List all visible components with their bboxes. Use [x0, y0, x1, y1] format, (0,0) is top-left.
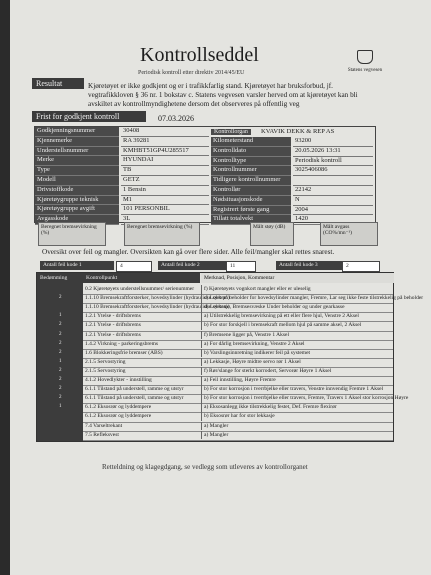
- info-value: 30408: [121, 127, 209, 137]
- result-line: Kjøretøyet er ikke godkjent og er i trafikkfarlig stand. Kjøretøyet har bruksforbud, jf.: [88, 82, 333, 90]
- defect-assessment: 2: [59, 349, 62, 355]
- defect-note: a) Mangler: [201, 431, 394, 440]
- defect-note: a) Mangler: [201, 422, 394, 431]
- defect-point: 6.1.1 Tilstand på understell, ramme og utstyr: [85, 386, 184, 393]
- info-value: Periodisk kontroll: [293, 157, 373, 167]
- info-value: 22142: [293, 186, 373, 196]
- count-value: 4: [116, 261, 152, 272]
- frist-label: Frist for godkjent kontroll: [32, 111, 146, 122]
- info-value: 101 PERSONBIL: [121, 205, 209, 215]
- info-value: 3025406086: [293, 166, 373, 176]
- info-label: Kjøretøygruppe avgift: [35, 205, 119, 215]
- defect-note: d) Lekkasje, Bremsesvæske Under beholder og under gearkasse: [201, 303, 394, 312]
- info-value: 20.05.2026 13:31: [293, 147, 373, 157]
- defect-assessment: 2: [59, 340, 62, 346]
- measurement-cell: Beregnet bremsevirkning (%): [124, 222, 200, 246]
- defect-assessment: 2: [59, 367, 62, 373]
- defect-point: 7.5 Refleksvest: [85, 431, 119, 438]
- info-value: HYUNDAI: [121, 156, 209, 166]
- info-right-values: [293, 137, 373, 225]
- info-label: Type: [35, 166, 119, 176]
- info-value: 93200: [293, 137, 373, 147]
- defect-note: c) Lokk på beholder for hovedsylinder mangler, Fremre, Lar seg ikke feste tilstrekkelig på beholder: [201, 294, 394, 303]
- info-value: 2004: [293, 206, 373, 216]
- count-label: Antall feil kode 1: [40, 261, 114, 270]
- defect-point: 4.1.2 Hovedlykter - innstilling: [85, 377, 152, 383]
- kontrollorgan-label: Kontrollorgan: [211, 129, 251, 135]
- defect-point: 1.1.10 Bremsekraftforsterker, hovedsylinder (hydrauliske system): [85, 295, 230, 302]
- info-value: 3L: [121, 215, 209, 225]
- defect-assessment: 2: [59, 295, 62, 301]
- defect-assessment: 2: [59, 331, 62, 337]
- defect-point: 1.2.1 Ytelse - driftsbrems: [85, 322, 141, 329]
- count-label: Antall feil kode 2: [158, 261, 226, 270]
- defect-point: 1.4.2 Virkning - parkeringsbrems: [85, 340, 159, 347]
- info-left-values: [121, 127, 209, 225]
- info-label: Avgasskode: [35, 215, 119, 225]
- defect-note: b) Eksosrør har for stor lekkasje: [201, 412, 394, 421]
- defect-note: f) Kjøretøyets vognkort mangler eller er uleselig: [201, 285, 394, 294]
- defects-table: [36, 272, 424, 442]
- defect-note: a) Lekkasje, Høyre midtre servo rør 1 Aksel: [201, 358, 394, 367]
- defect-assessment: 2: [59, 322, 62, 328]
- defect-note: b) For stor forskjell i bremsekraft mellom hjul på samme aksel, 2 Aksel: [201, 321, 394, 330]
- vehicle-info-table: [34, 126, 376, 223]
- info-label: Kontrollnummer: [211, 166, 291, 176]
- info-right-labels: [211, 137, 291, 225]
- defect-point: 6.1.2 Eksosrør og lyddempere: [85, 404, 152, 411]
- defect-note: f) Rør/slange for sterkt korrodert, Servorør Høyre 1 Aksel: [201, 367, 394, 376]
- info-label: Merke: [35, 156, 119, 166]
- measurement-table: [38, 222, 383, 246]
- info-value: RA 39281: [121, 137, 209, 147]
- document-subtitle: Periodisk kontroll etter direktiv 2014/45/EU: [138, 70, 245, 76]
- info-label: Tidligere kontrollnummer: [211, 176, 291, 186]
- info-label: Modell: [35, 176, 119, 186]
- info-value: TB: [121, 166, 209, 176]
- defect-counts: [40, 261, 380, 271]
- measurement-cell: Målt avgass (CO%/mn⁻¹): [320, 222, 378, 246]
- defect-note: b) Varslingsinnretning indikerer feil på systemet: [201, 349, 394, 358]
- defect-assessment: 2: [59, 386, 62, 392]
- result-label: Resultat: [32, 78, 84, 89]
- logo-text: Statens vegvesen: [347, 68, 383, 73]
- header-point: Kontrollpunkt: [83, 273, 200, 283]
- crest-icon: [357, 50, 373, 64]
- defect-point: 6.1.1 Tilstand på understell, ramme og utstyr: [85, 395, 184, 402]
- info-label: Kjøretøygruppe teknisk: [35, 196, 119, 206]
- info-value: 1420: [293, 215, 373, 225]
- result-text: [88, 82, 408, 109]
- info-label: Kontrollør: [211, 186, 291, 196]
- defect-assessment: 1: [59, 404, 62, 410]
- document-page: [10, 0, 431, 575]
- frist-date: 07.03.2026: [158, 114, 194, 123]
- defect-note: b) For stor korrosjon i tverrbjelke eller travers, Venstre innvendig Fremre 1 Aksel: [201, 385, 394, 394]
- defect-assessment: 2: [59, 377, 62, 382]
- info-label: Kjennemerke: [35, 137, 119, 147]
- agency-logo: [330, 50, 400, 73]
- info-label: Kontrolltype: [211, 157, 291, 167]
- defect-point: 1.2.1 Ytelse - driftsbrems: [85, 313, 141, 320]
- defect-point: 2.1.5 Servostyring: [85, 358, 126, 365]
- result-line: vegtrafikkloven § 36 nr. 1 bokstav c. Statens vegvesen varsler herved om at kjøretøyet kan bli: [88, 91, 358, 99]
- info-label: Kontrolldato: [211, 147, 291, 157]
- defect-point: 7.4 Varseltrekant: [85, 422, 123, 429]
- overview-text: Oversikt over feil og mangler. Oversikten kan gå over flere sider. Alle feil/mangler skal rettes snarest.: [42, 248, 335, 256]
- measurement-cell: Målt støy (dB): [250, 222, 294, 246]
- info-value: KMHBT51GP4U285517: [121, 147, 209, 157]
- document-title: Kontrollseddel: [140, 44, 259, 66]
- info-label: Nødsituasjonskode: [211, 196, 291, 206]
- defect-note: a) Utilstrekkelig bremsevirkning på ett eller flere hjul, Venstre 2 Aksel: [201, 312, 394, 321]
- result-line: avskiltet av kontrollmyndighetene dersom det observeres på offentlig veg: [88, 100, 300, 108]
- defect-note: f) Bremsene ligger på, Venstre 1 Aksel: [201, 331, 394, 340]
- defect-point: 1.6 Blokkeringsfrie bremser (ABS): [85, 349, 163, 356]
- defect-assessment: 1: [59, 313, 62, 319]
- info-left-labels: [35, 127, 119, 225]
- header-assessment: Bedømming: [37, 273, 80, 283]
- defect-point: 1.2.1 Ytelse - driftsbrems: [85, 331, 141, 338]
- row-divider: [83, 440, 393, 441]
- count-value: 2: [342, 261, 380, 272]
- info-label: Drivstoffkode: [35, 186, 119, 196]
- defect-assessment: 2: [59, 395, 62, 401]
- defect-point: 0.2 Kjøretøyets understellsnummer/ serienummer: [85, 286, 195, 292]
- info-value: 1 Bensin: [121, 186, 209, 196]
- defect-point: 2.1.5 Servostyring: [85, 367, 126, 374]
- defect-note: b) For stor korrosjon i tverrbjelke eller travers, Fremre, Travers 1 Aksel stor korrosjon Høyre: [201, 394, 394, 403]
- info-label: Understellsnummer: [35, 147, 119, 157]
- info-value: GETZ: [121, 176, 209, 186]
- info-value: M1: [121, 196, 209, 206]
- info-value: [293, 176, 373, 186]
- defect-note: a) For dårlig bremsevirkning, Venstre 2 Aksel: [201, 340, 394, 349]
- footer-note: Retteldning og klagegdgang, se vedlegg som utleveres av kontrollorganet: [102, 463, 308, 471]
- info-label: Godkjenningsnummer: [35, 127, 119, 137]
- info-label: Registrert første gang: [211, 206, 291, 216]
- measurement-cell: Beregnet bremsevirkning (%): [38, 222, 106, 246]
- count-value: 11: [226, 261, 256, 272]
- defect-note: a) Eksosanlegg ikke tilstrekkelig festet, Def. Fremre flexirør: [201, 403, 394, 412]
- info-label: Kilometerstand: [211, 137, 291, 147]
- header-note: Merknad, Posisjon, Kommentar: [201, 273, 394, 283]
- count-label: Antall feil kode 3: [276, 261, 344, 270]
- info-label: Tillatt totalvekt: [211, 215, 291, 225]
- defect-point: 6.1.2 Eksosrør og lyddempere: [85, 413, 152, 420]
- defect-note: a) Feil innstilling, Høyre Fremre: [201, 376, 394, 385]
- defect-point: 1.1.10 Bremsekraftforsterker, hovedsylinder (hydrauliske system): [85, 304, 230, 311]
- defect-assessment: 1: [59, 358, 62, 364]
- kontrollorgan-value: KVAVIK DEKK & REP AS: [261, 128, 335, 135]
- info-value: N: [293, 196, 373, 206]
